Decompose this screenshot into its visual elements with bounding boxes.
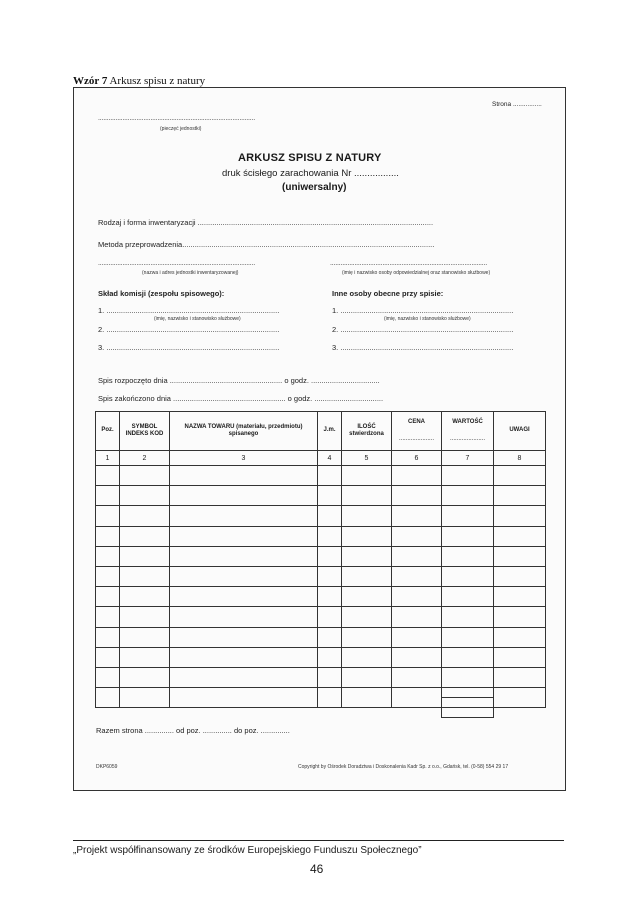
table-cell <box>96 506 120 526</box>
table-cell <box>120 566 170 586</box>
table-cell <box>392 667 442 687</box>
other-person-1: 1. ................................................................................... <box>332 306 514 315</box>
table-cell <box>442 627 494 647</box>
table-cell <box>342 506 392 526</box>
table-cell <box>120 667 170 687</box>
footer-text: „Projekt współfinansowany ze środków Europejskiego Funduszu Społecznego” <box>73 845 422 856</box>
col-number: 6 <box>392 451 442 466</box>
table-cell <box>170 466 318 486</box>
table-cell <box>342 546 392 566</box>
inventory-type-field: Rodzaj i forma inwentaryzacji ................................................................................................................. <box>98 218 434 227</box>
table-cell <box>170 647 318 667</box>
table-cell <box>96 688 120 708</box>
table-cell <box>170 627 318 647</box>
table-cell <box>342 587 392 607</box>
table-cell <box>342 627 392 647</box>
table-cell <box>96 466 120 486</box>
table-cell <box>96 667 120 687</box>
col-number: 8 <box>494 451 546 466</box>
unit-line: .......................................................................................... <box>98 260 256 267</box>
table-cell <box>392 627 442 647</box>
form-subtitle: druk ścisłego zarachowania Nr ................. <box>222 168 399 179</box>
table-cell <box>318 667 342 687</box>
table-cell <box>494 627 546 647</box>
col-header-poz: Poz. <box>96 412 120 451</box>
table-cell <box>442 607 494 627</box>
caption-text: Arkusz spisu z natury <box>109 75 206 87</box>
table-cell <box>392 486 442 506</box>
table-row <box>96 486 546 506</box>
form-scan <box>73 87 566 791</box>
table-cell <box>494 526 546 546</box>
table-cell <box>120 627 170 647</box>
col-header-value <box>442 412 494 451</box>
end-field: Spis zakończono dnia ...................................................... o godz. ................................. <box>98 394 384 403</box>
table-header-row <box>96 412 546 451</box>
table-cell <box>318 546 342 566</box>
table-cell <box>392 607 442 627</box>
col-header-notes: UWAGI <box>494 412 546 451</box>
table-cell <box>342 486 392 506</box>
table-cell <box>494 486 546 506</box>
value-header-label: WARTOŚĆ <box>452 418 483 425</box>
page-field: Strona ................ <box>492 101 542 108</box>
table-cell <box>442 546 494 566</box>
unit-label: (nazwa i adres jednostki inwentaryzowanej) <box>142 270 239 276</box>
table-cell <box>170 526 318 546</box>
committee-heading: Skład komisji (zespołu spisowego): <box>98 289 225 298</box>
committee-member-3: 3. ................................................................................... <box>98 343 280 352</box>
table-cell <box>120 546 170 566</box>
table-cell <box>442 526 494 546</box>
col-header-symbol: SYMBOL INDEKS KOD <box>120 412 170 451</box>
table-cell <box>318 486 342 506</box>
value-header-dots: ..................... <box>449 436 485 442</box>
other-person-3: 3. ................................................................................... <box>332 343 514 352</box>
table-cell <box>170 667 318 687</box>
method-field: Metoda przeprowadzenia......................................................................................................................... <box>98 240 435 249</box>
table-row <box>96 506 546 526</box>
table-cell <box>342 647 392 667</box>
table-cell <box>494 607 546 627</box>
table-cell <box>120 587 170 607</box>
table-cell <box>318 647 342 667</box>
col-header-name: NAZWA TOWARU (materiału, przedmiotu) spisanego <box>170 412 318 451</box>
table-cell <box>96 486 120 506</box>
table-cell <box>318 566 342 586</box>
col-number: 5 <box>342 451 392 466</box>
table-cell <box>120 607 170 627</box>
table-row <box>96 466 546 486</box>
table-cell <box>170 587 318 607</box>
table-cell <box>392 566 442 586</box>
table-cell <box>120 466 170 486</box>
table-cell <box>494 688 546 708</box>
stamp-line: .......................................................................................... <box>98 115 256 122</box>
table-cell <box>170 546 318 566</box>
col-number: 3 <box>170 451 318 466</box>
table-row <box>96 627 546 647</box>
responsible-label: (imię i nazwisko osoby odpowiedzialnej oraz stanowisko służbowe) <box>342 270 491 276</box>
table-cell <box>392 526 442 546</box>
col-number: 4 <box>318 451 342 466</box>
figure-caption <box>73 75 205 87</box>
table-cell <box>120 506 170 526</box>
table-cell <box>342 466 392 486</box>
committee-member-label: (imię, nazwisko i stanowisko służbowe) <box>154 316 241 322</box>
table-cell <box>442 667 494 687</box>
table-cell <box>494 466 546 486</box>
caption-label: Wzór 7 <box>73 75 108 87</box>
table-cell <box>96 647 120 667</box>
table-cell <box>392 688 442 708</box>
price-header-label: CENA <box>407 418 425 425</box>
stamp-label: (pieczęć jednostki) <box>160 126 202 132</box>
table-cell <box>494 667 546 687</box>
table-cell <box>442 486 494 506</box>
start-field: Spis rozpoczęto dnia ...................................................... o godz. ................................. <box>98 376 380 385</box>
page-number: 46 <box>310 862 324 876</box>
table-cell <box>96 587 120 607</box>
table-cell <box>170 566 318 586</box>
column-number-row <box>96 451 546 466</box>
page-total-field: Razem strona .............. od poz. .............. do poz. .............. <box>96 726 290 735</box>
committee-member-2: 2. ................................................................................... <box>98 325 280 334</box>
table-row <box>96 526 546 546</box>
table-cell <box>494 566 546 586</box>
total-value-box <box>441 697 494 718</box>
table-cell <box>318 688 342 708</box>
inventory-table <box>95 411 546 708</box>
form-code: DKP6059 <box>96 764 118 770</box>
copyright-text: Copyright by Ośrodek Doradztwa i Doskonalenia Kadr Sp. z o.o., Gdańsk, tel. (0-58) 554 29 17 <box>298 764 509 770</box>
table-cell <box>392 466 442 486</box>
col-number: 1 <box>96 451 120 466</box>
table-cell <box>342 667 392 687</box>
table-cell <box>170 486 318 506</box>
table-cell <box>96 526 120 546</box>
table-cell <box>342 526 392 546</box>
table-cell <box>120 647 170 667</box>
other-person-2: 2. ................................................................................... <box>332 325 514 334</box>
col-header-price <box>392 412 442 451</box>
table-cell <box>96 627 120 647</box>
table-cell <box>442 587 494 607</box>
table-cell <box>494 587 546 607</box>
table-cell <box>392 546 442 566</box>
table-row <box>96 546 546 566</box>
table-cell <box>318 587 342 607</box>
table-row <box>96 587 546 607</box>
table-cell <box>392 587 442 607</box>
table-cell <box>318 506 342 526</box>
table-cell <box>170 607 318 627</box>
table-cell <box>392 506 442 526</box>
table-row <box>96 566 546 586</box>
table-cell <box>442 466 494 486</box>
table-cell <box>442 566 494 586</box>
col-header-unit: J.m. <box>318 412 342 451</box>
table-cell <box>318 607 342 627</box>
table-row <box>96 667 546 687</box>
others-heading: Inne osoby obecne przy spisie: <box>332 289 444 298</box>
form-universal: (uniwersalny) <box>282 182 347 193</box>
table-cell <box>170 506 318 526</box>
table-cell <box>96 607 120 627</box>
col-number: 7 <box>442 451 494 466</box>
table-cell <box>392 647 442 667</box>
footer-divider <box>73 840 564 841</box>
table-row <box>96 607 546 627</box>
table-cell <box>318 526 342 546</box>
price-header-dots: ..................... <box>398 436 434 442</box>
form-title: ARKUSZ SPISU Z NATURY <box>238 152 382 164</box>
responsible-line: .......................................................................................... <box>330 260 488 267</box>
other-person-label: (imię, nazwisko i stanowisko służbowe) <box>384 316 471 322</box>
col-header-quantity: ILOŚĆ stwierdzona <box>342 412 392 451</box>
table-cell <box>342 688 392 708</box>
col-number: 2 <box>120 451 170 466</box>
table-cell <box>342 607 392 627</box>
committee-member-1: 1. ................................................................................... <box>98 306 280 315</box>
table-cell <box>120 688 170 708</box>
table-cell <box>494 647 546 667</box>
table-cell <box>442 506 494 526</box>
table-cell <box>96 546 120 566</box>
table-cell <box>442 647 494 667</box>
table-cell <box>120 526 170 546</box>
table-cell <box>318 466 342 486</box>
table-cell <box>96 566 120 586</box>
table-cell <box>120 486 170 506</box>
table-cell <box>170 688 318 708</box>
table-cell <box>342 566 392 586</box>
table-row <box>96 647 546 667</box>
table-cell <box>494 506 546 526</box>
table-cell <box>494 546 546 566</box>
table-cell <box>318 627 342 647</box>
